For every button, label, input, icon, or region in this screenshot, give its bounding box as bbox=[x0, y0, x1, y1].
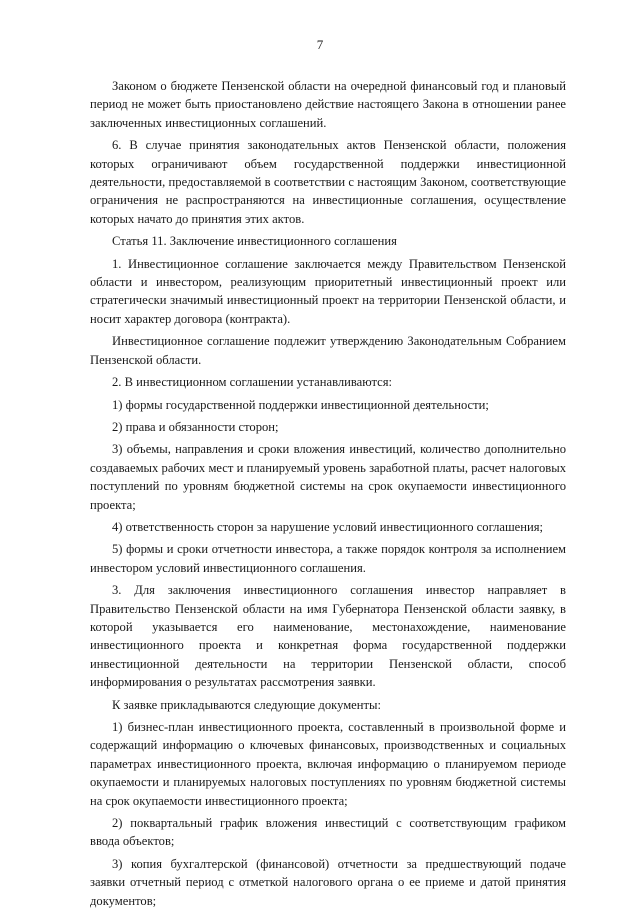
paragraph: 2. В инвестиционном соглашении устанавливаются: bbox=[112, 375, 393, 390]
page-number: 7 bbox=[316, 37, 324, 52]
paragraph: 3. Для заключения инвестиционного соглашения инвестор направляет в Правительство Пензенской области на имя Губернатора Пензенской области заявку, в которой указывается его наименование, местонахождение, наименование инвестиционного проекта и конкретная форма государственной поддержки инвестиционной деятельности на территории Пензенской области, способ информирования о результатах рассмотрения заявки. bbox=[90, 583, 566, 690]
list-item: 2) поквартальный график вложения инвестиций с соответствующим графиком ввода объектов; bbox=[90, 816, 566, 849]
list-item: 2) права и обязанности сторон; bbox=[112, 419, 279, 434]
list-item: 3) копия бухгалтерской (финансовой) отчетности за предшествующий подаче заявки отчетный период с отметкой налогового органа о ее приеме и датой принятия документов; bbox=[90, 856, 566, 908]
article-heading: Статья 11. Заключение инвестиционного соглашения bbox=[112, 234, 397, 249]
paragraph: 1. Инвестиционное соглашение заключается между Правительством Пензенской области и инвестором, реализующим приоритетный инвестиционный проект или стратегически значимый инвестиционный проект на территории Пензенской области, и носит характер договора (контракта). bbox=[90, 256, 566, 326]
list-item: 4) ответственность сторон за нарушение условий инвестиционного соглашения; bbox=[112, 519, 544, 534]
paragraph: 6. В случае принятия законодательных актов Пензенской области, положения которых ограничивают объем государственной поддержки инвестиционной деятельности, предоставляемой в соответствии с настоящим Законом, соответствующие ограничения не распространяются на инвестиционные соглашения, осуществление которых начато до принятия этих актов. bbox=[90, 138, 566, 226]
paragraph: К заявке прикладываются следующие документы: bbox=[112, 697, 381, 712]
list-item: 1) бизнес-план инвестиционного проекта, составленный в произвольной форме и содержащий информацию о ключевых финансовых, производственных и социальных параметрах инвестиционного проекта, включая информацию о планируемом периоде окупаемости и планируемых налоговых поступлениях по уровням бюджетной системы на срок окупаемости инвестиционного проекта; bbox=[90, 720, 566, 808]
list-item: 1) формы государственной поддержки инвестиционной деятельности; bbox=[112, 397, 489, 412]
paragraph: Инвестиционное соглашение подлежит утверждению Законодательным Собранием Пензенской области. bbox=[90, 334, 566, 367]
document-body bbox=[90, 77, 566, 914]
paragraph: Законом о бюджете Пензенской области на очередной финансовый год и плановый период не может быть приостановлено действие настоящего Закона в отношении ранее заключенных инвестиционных соглашений. bbox=[90, 79, 566, 130]
list-item: 3) объемы, направления и сроки вложения инвестиций, количество дополнительно создаваемых рабочих мест и планируемый уровень заработной платы, расчет налоговых поступлений по уровням бюджетной системы на срок окупаемости инвестиционного проекта; bbox=[90, 442, 566, 512]
list-item: 5) формы и сроки отчетности инвестора, а также порядок контроля за исполнением инвестором условий инвестиционного соглашения. bbox=[90, 542, 566, 575]
